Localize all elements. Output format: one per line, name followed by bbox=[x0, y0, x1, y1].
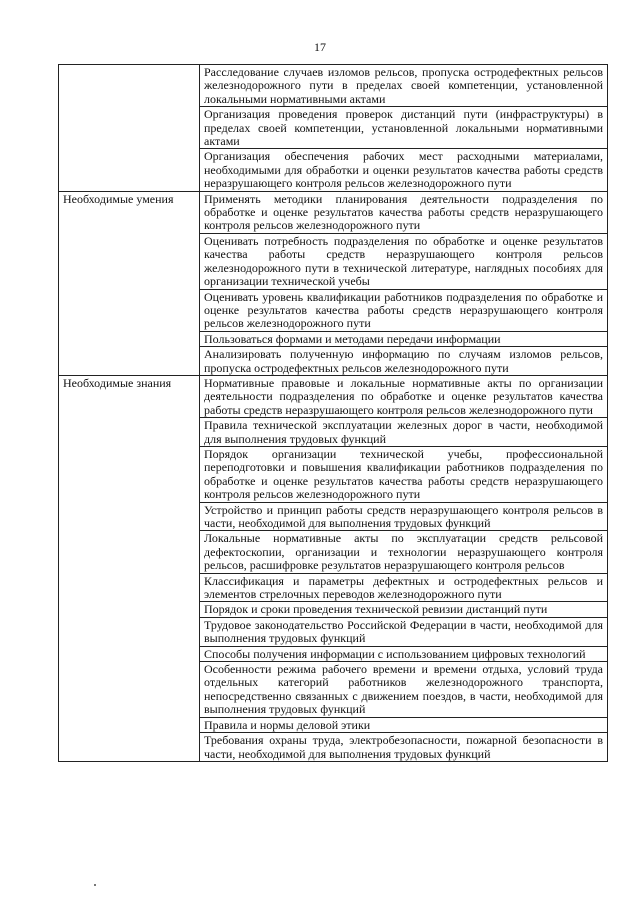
requirements-table bbox=[58, 64, 608, 762]
requirement-item: Пользоваться формами и методами передачи информации bbox=[200, 331, 608, 346]
requirement-item: Расследование случаев изломов рельсов, пропуска остродефектных рельсов железнодорожного пути в пределах своей компетенции, установленной локальными нормативными актами bbox=[200, 65, 608, 107]
requirement-item: Способы получения информации с использованием цифровых технологий bbox=[200, 646, 608, 661]
requirement-item: Применять методики планирования деятельности подразделения по обработке и оценке результатов качества работы средств неразрушающего контроля рельсов железнодорожного пути bbox=[200, 191, 608, 233]
requirement-item: Порядок организации технической учебы, профессиональной переподготовки и повышения квалификации работников подразделения по обработке и оценке результатов качества работы средств неразрушающего контроля рельсов железнодорожного пути bbox=[200, 446, 608, 502]
requirement-item: Оценивать уровень квалификации работников подразделения по обработке и оценке результатов качества работы средств неразрушающего контроля рельсов железнодорожного пути bbox=[200, 289, 608, 331]
requirement-item: Локальные нормативные акты по эксплуатации средств рельсовой дефектоскопии, организации и технологии неразрушающего контроля рельсов, расшифровке результатов неразрушающего контроля рельсов bbox=[200, 531, 608, 573]
requirement-item: Анализировать полученную информацию по случаям изломов рельсов, пропуска остродефектных рельсов железнодорожного пути bbox=[200, 347, 608, 376]
requirement-item: Особенности режима рабочего времени и времени отдыха, условий труда отдельных категорий работников железнодорожного транспорта, непосредственно связанных с движением поездов, в части, необходимой для выполнения трудовых функций bbox=[200, 662, 608, 718]
table-row bbox=[59, 191, 608, 233]
table-body bbox=[59, 65, 608, 762]
category-label bbox=[59, 65, 200, 192]
category-label: Необходимые знания bbox=[59, 375, 200, 761]
requirement-item: Правила технической эксплуатации железных дорог в части, необходимой для выполнения трудовых функций bbox=[200, 418, 608, 447]
requirement-item: Оценивать потребность подразделения по обработке и оценке результатов качества работы средств неразрушающего контроля рельсов железнодорожного пути в технической литературе, наглядных пособиях для организации технической учебы bbox=[200, 233, 608, 289]
requirement-item: Организация проведения проверок дистанций пути (инфраструктуры) в пределах своей компетенции, установленной локальными нормативными актами bbox=[200, 107, 608, 149]
table-row bbox=[59, 375, 608, 417]
scan-speck bbox=[94, 884, 96, 886]
requirement-item: Правила и нормы деловой этики bbox=[200, 717, 608, 732]
category-label: Необходимые умения bbox=[59, 191, 200, 375]
requirement-item: Требования охраны труда, электробезопасности, пожарной безопасности в части, необходимой для выполнения трудовых функций bbox=[200, 733, 608, 762]
requirement-item: Нормативные правовые и локальные нормативные акты по организации деятельности подразделения по обработке и оценке результатов качества работы средств неразрушающего контроля рельсов железнодорожного пути bbox=[200, 375, 608, 417]
table-row bbox=[59, 65, 608, 107]
requirement-item: Порядок и сроки проведения технической ревизии дистанций пути bbox=[200, 602, 608, 617]
requirement-item: Классификация и параметры дефектных и остродефектных рельсов и элементов стрелочных переводов железнодорожного пути bbox=[200, 573, 608, 602]
requirement-item: Устройство и принцип работы средств неразрушающего контроля рельсов в части, необходимой для выполнения трудовых функций bbox=[200, 502, 608, 531]
requirement-item: Трудовое законодательство Российской Федерации в части, необходимой для выполнения трудовых функций bbox=[200, 617, 608, 646]
page-number: 17 bbox=[314, 40, 326, 54]
requirement-item: Организация обеспечения рабочих мест расходными материалами, необходимыми для обработки и оценки результатов качества работы средств неразрушающего контроля рельсов железнодорожного пути bbox=[200, 149, 608, 191]
